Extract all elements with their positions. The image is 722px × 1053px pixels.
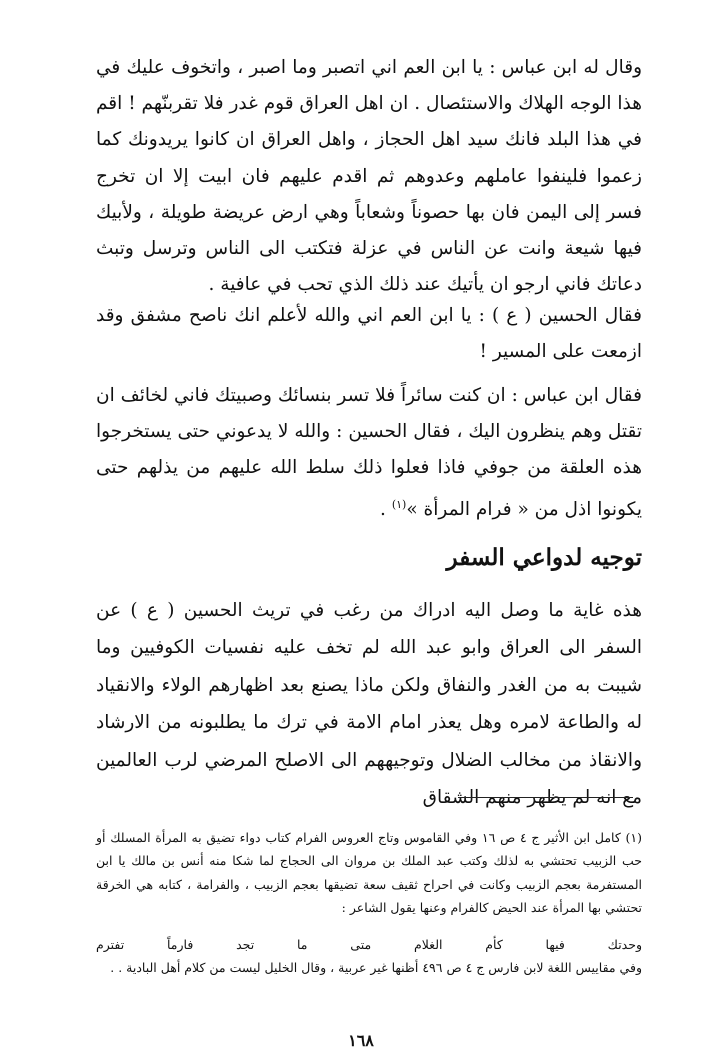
paragraph-text <box>96 378 642 528</box>
paragraph-text: فقال الحسين ( ع ) : يا ابن العم اني والله لأعلم انك ناصح مشفق وقد ازمعت على المسير ! <box>96 305 642 363</box>
paragraph-text: هذه غاية ما وصل اليه ادراك من رغب في تريث الحسين ( ع ) عن السفر الى العراق وابو عبد الله لم تخف عليه نفسيات الكوفيين وما شيبت به من الغدر والنفاق ولكن ماذا يصنع بعد اظهارهم الولاء والانقياد له والطاعة لامره وهل يعذر امام الامة في ترك ما يطلبونه من الارشاد والانقاذ من مخالب الضلال وتوجيههم الى الاصلح المرضي لرب العالمين مع انه لم يظهر منهم الشقاق <box>96 600 642 809</box>
verse-word: متى <box>350 937 372 952</box>
verse-word: ما <box>297 937 308 952</box>
verse-word: الغلام <box>413 937 443 952</box>
verse-word: وحدتك <box>607 937 642 952</box>
footnote-block <box>96 826 642 919</box>
paragraph-section-body <box>96 592 642 816</box>
verse-word: فارماً <box>167 937 194 952</box>
paragraph-husayn-reply <box>96 298 642 370</box>
poetry-verse <box>96 934 642 956</box>
verse-word: تجد <box>236 937 255 952</box>
verse-word: تفترم <box>96 937 125 952</box>
verse-word: كأم <box>485 937 503 952</box>
page-number: ١٦٨ <box>348 1031 374 1050</box>
section-heading: توجيه لدواعي السفر <box>446 544 642 571</box>
footnote-reference: (١) <box>391 497 407 511</box>
paragraph-end: . <box>380 498 392 520</box>
paragraph-body: فقال ابن عباس : ان كنت سائراً فلا تسر بنسائك وصبيتك فاني لخائف ان تقتل وهم ينظرون اليك ، فقال الحسين : والله لا يدعوني حتى يستخرجوا هذه العلقة من جوفي فاذا فعلوا ذلك سلط الله عليهم من يذلهم حتى يكونوا اذل من « فرام المرأة » <box>96 385 642 520</box>
paragraph-ibn-abbas-advice <box>96 50 642 303</box>
footnote-separator <box>458 797 633 798</box>
paragraph-text: وقال له ابن عباس : يا ابن العم اني اتصبر وما اصبر ، واتخوف عليك في هذا الوجه الهلاك والاستئصال . ان اهل العراق قوم غدر فلا تقربنّهم ! اقم في هذا البلد فانك سيد اهل الحجاز ، واهل العراق ان كانوا يريدونك كما زعموا فلينفوا عاملهم وعدوهم ثم اقدم عليهم فان ابيت إلا ان تخرج فسر إلى اليمن فان بها حصوناً وشعاباً وهي ارض عريضة طويلة ، ولأبيك فيها شيعة وانت عن الناس في عزلة فتكتب الى الناس وترسل وتبث دعاتك فاني ارجو ان يأتيك عند ذلك الذي تحب في عافية . <box>96 57 642 296</box>
footnote-continuation <box>96 956 642 979</box>
verse-word: فيها <box>545 937 565 952</box>
paragraph-ibn-abbas-warning <box>96 378 642 528</box>
footnote-text: (١) كامل ابن الأثير ج ٤ ص ١٦ وفي القاموس وتاج العروس الفرام كتاب دواء تضيق به المرأة المسلك أو حب الزبيب تحتشي به لذلك وكتب عبد الملك بن مروان الى الحجاج لما شكا منه أنس بن مالك يا ابن المستفرمة بعجم الزبيب وكانت في احراح ثقيف سعة تضيقها بعجم الزبيب ، والفرامة ، كتابه هي الخرقة تحتشي بها المرأة عند الحيض كالفرام وعنها يقول الشاعر : <box>96 830 643 915</box>
footnote-text: وفي مقاييس اللغة لابن فارس ج ٤ ص ٤٩٦ أظنها غير عربية ، وقال الخليل ليست من كلام أهل البادية . . <box>110 960 642 975</box>
